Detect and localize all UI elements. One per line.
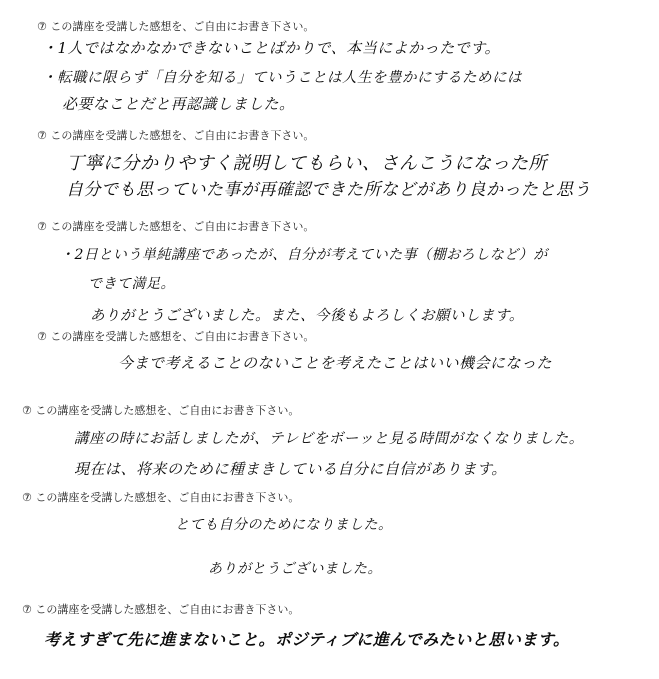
question-prompt: ⑦ この講座を受講した感想を、ご自由にお書き下さい。 (37, 129, 315, 142)
handwritten-line: ・転職に限らず「自分を知る」ていうことは人生を豊かにするためには (42, 70, 522, 86)
question-prompt: ⑦ この講座を受講した感想を、ご自由にお書き下さい。 (37, 20, 315, 33)
question-prompt: ⑦ この講座を受講した感想を、ご自由にお書き下さい。 (37, 220, 315, 233)
question-prompt: ⑦ この講座を受講した感想を、ご自由にお書き下さい。 (22, 404, 300, 417)
question-prompt: ⑦ この講座を受講した感想を、ご自由にお書き下さい。 (37, 330, 315, 343)
handwritten-line: 必要なことだと再認識しました。 (62, 95, 295, 113)
handwritten-line: ・1人ではなかなかできないことばかりで、本当によかったです。 (42, 39, 501, 57)
handwritten-line: 現在は、将来のために種まきしている自分に自信があります。 (74, 460, 507, 478)
handwritten-line: とても自分のためになりました。 (175, 517, 393, 533)
handwritten-line: できて満足。 (88, 276, 175, 292)
handwritten-line: ありがとうございました。また、今後もよろしくお願いします。 (90, 308, 524, 324)
handwritten-line: ありがとうございました。 (208, 561, 382, 577)
handwritten-line: 考えすぎて先に進まないこと。ポジティブに進んでみたいと思います。 (44, 630, 570, 649)
handwritten-line: 自分でも思っていた事が再確認できた所などがあり良かったと思う (66, 180, 591, 200)
handwritten-line: 丁寧に分かりやすく説明してもらい、さんこうになった所 (66, 153, 547, 174)
handwritten-line: ・2日という単純講座であったが、自分が考えていた事（棚おろしなど）が (60, 247, 548, 263)
handwritten-line: 今まで考えることのないことを考えたことはいい機会になった (118, 354, 553, 372)
question-prompt: ⑦ この講座を受講した感想を、ご自由にお書き下さい。 (22, 491, 300, 504)
handwritten-line: 講座の時にお話しましたが、テレビをボーッと見る時間がなくなりました。 (74, 431, 584, 447)
question-prompt: ⑦ この講座を受講した感想を、ご自由にお書き下さい。 (22, 603, 300, 616)
